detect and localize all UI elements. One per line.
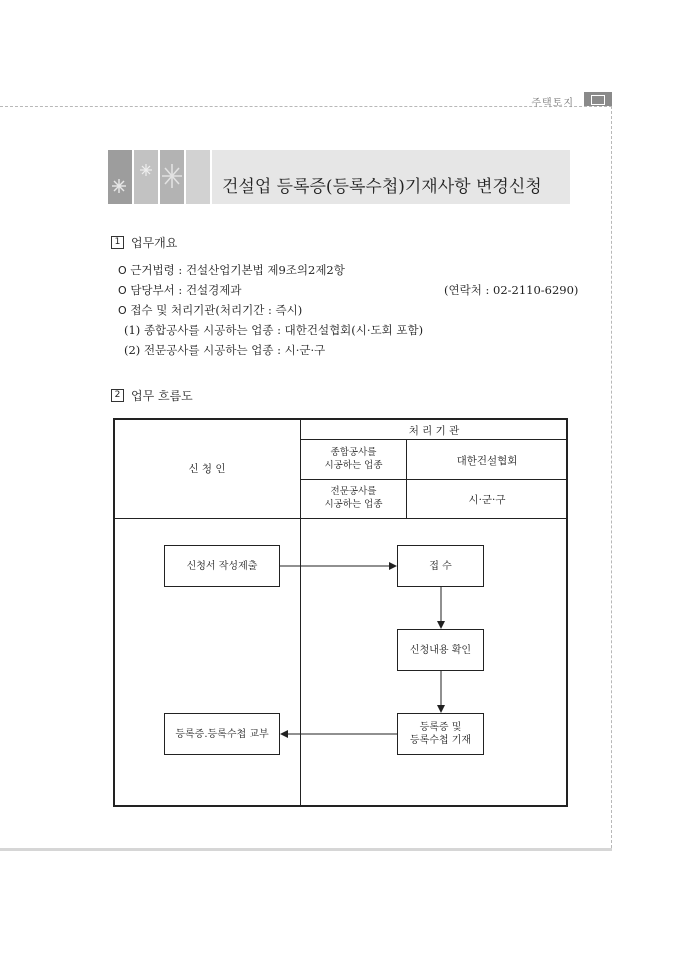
- general-agency: 대한건설협회: [456, 455, 518, 467]
- type-line: 종합공사를: [330, 447, 377, 458]
- section-number-2: 2: [111, 389, 124, 402]
- flow-box-receive: 접 수: [397, 545, 484, 587]
- section-title-flowchart: 업무 흐름도: [131, 389, 193, 403]
- record-line: 등록수첩 기재: [409, 735, 472, 746]
- bullet-circle: O: [118, 304, 127, 317]
- type-line: 전문공사를: [330, 486, 377, 497]
- list-item-text: 접수 및 처리기관(처리기간 : 즉시): [130, 303, 303, 317]
- agency-header: 처 리 기 관: [408, 425, 460, 437]
- record-line: 등록증 및: [419, 722, 462, 733]
- sub-item-specialty: (2) 전문공사를 시공하는 업종 : 시·군·구: [124, 343, 326, 357]
- type-line: 시공하는 업종: [324, 460, 383, 471]
- specialty-agency: 시·군·구: [468, 494, 506, 506]
- bullet-circle: O: [118, 284, 127, 297]
- flow-box-issue: 등록증.등록수첩 교부: [164, 713, 280, 755]
- running-header-label: 주택토지: [531, 98, 574, 109]
- list-item-text: 담당부서 : 건설경제과: [130, 283, 242, 297]
- section-title-overview: 업무개요: [131, 236, 178, 250]
- section-number-1: 1: [111, 236, 124, 249]
- page-title: 건설업 등록증(등록수첩)기재사항 변경신청: [222, 177, 542, 197]
- sub-item-general: (1) 종합공사를 시공하는 업종 : 대한건설협회(시·도회 포함): [124, 323, 424, 337]
- type-line: 시공하는 업종: [324, 499, 383, 510]
- contact-number: (연락처 : 02-2110-6290): [444, 283, 579, 297]
- flow-box-submit: 신청서 작성제출: [164, 545, 280, 587]
- applicant-header: 신 청 인: [188, 463, 226, 475]
- flow-box-confirm: 신청내용 확인: [397, 629, 484, 671]
- list-item-text: 근거법령 : 건설산업기본법 제9조의2제2항: [130, 263, 345, 277]
- bullet-circle: O: [118, 264, 127, 277]
